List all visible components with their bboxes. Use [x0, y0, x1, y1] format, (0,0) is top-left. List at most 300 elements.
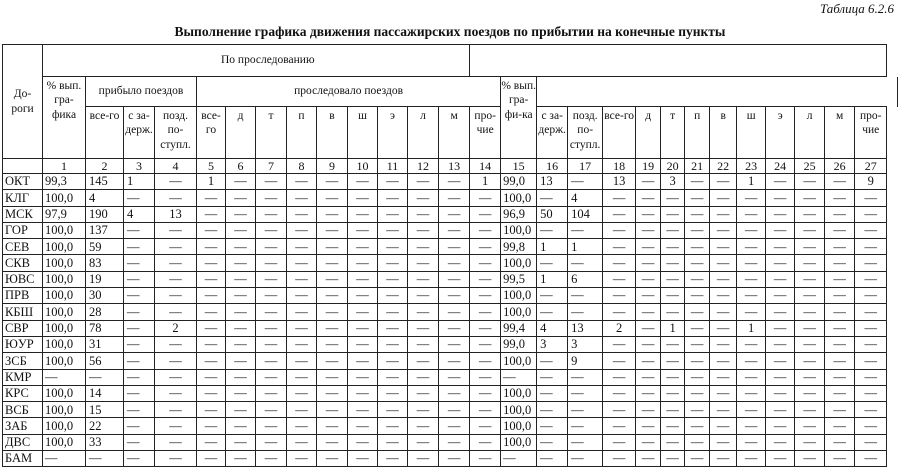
column-number: 16 — [537, 159, 568, 174]
cell-value: 100,0 — [503, 353, 532, 368]
column-number: 1 — [43, 159, 86, 174]
dash-value: — — [416, 174, 430, 189]
dash-value: — — [169, 451, 182, 466]
table-cell — [710, 320, 737, 336]
cell-value: 4 — [127, 206, 134, 221]
table-cell — [855, 385, 887, 401]
table-cell — [348, 434, 378, 450]
table-cell — [470, 190, 501, 206]
dash-value: — — [571, 418, 584, 433]
dash-value: — — [386, 206, 399, 221]
cell-value: 13 — [612, 174, 626, 189]
table-cell — [86, 402, 124, 418]
dash-value: — — [716, 223, 730, 238]
table-cell — [256, 336, 287, 352]
table-cell — [710, 239, 737, 255]
table-cell — [408, 336, 439, 352]
dash-value: — — [478, 288, 492, 303]
table-cell — [348, 353, 378, 369]
table-cell — [155, 271, 197, 287]
table-cell — [348, 190, 378, 206]
table-cell — [43, 206, 86, 222]
table-cell — [197, 385, 226, 401]
dash-value: — — [295, 451, 308, 466]
column-number: 27 — [855, 159, 887, 174]
dash-value: — — [773, 353, 787, 368]
dash-value: — — [356, 353, 369, 368]
table-cell — [470, 304, 501, 320]
table-cell — [766, 451, 795, 467]
table-cell — [287, 336, 317, 352]
table-cell — [197, 451, 226, 467]
table-cell — [86, 320, 124, 336]
cell-value: 13 — [540, 174, 553, 189]
dash-value: — — [295, 239, 308, 254]
cell-value: 19 — [89, 272, 102, 287]
table-cell — [439, 239, 470, 255]
dash-value: — — [773, 337, 787, 352]
dash-value: — — [386, 272, 399, 287]
dash-value: — — [447, 304, 461, 319]
table-cell — [825, 304, 855, 320]
table-cell — [408, 402, 439, 418]
table-cell — [470, 271, 501, 287]
dash-value: — — [864, 369, 877, 384]
cell-value: 78 — [89, 321, 102, 336]
dash-value: — — [356, 190, 369, 205]
dash-value: — — [773, 288, 787, 303]
dash-value: — — [612, 435, 626, 450]
cell-value: 6 — [571, 272, 578, 287]
table-cell — [439, 222, 470, 238]
dash-value: — — [641, 321, 655, 336]
table-cell — [737, 271, 766, 287]
cell-value: 1 — [207, 174, 215, 189]
road-name: ПРВ — [3, 288, 43, 304]
dash-value: — — [325, 369, 339, 384]
column-number: 23 — [737, 159, 766, 174]
dash-value: — — [833, 451, 846, 466]
cell-value: 4 — [571, 190, 578, 205]
cell-value: 100,0 — [45, 353, 74, 368]
table-cell — [825, 385, 855, 401]
dash-value: — — [666, 223, 679, 238]
table-cell — [408, 288, 439, 304]
dash-value: — — [540, 402, 553, 417]
table-cell — [501, 222, 537, 238]
dash-value: — — [386, 435, 399, 450]
dash-value: — — [641, 174, 655, 189]
dash-value: — — [386, 402, 399, 417]
cell-value: 1 — [127, 174, 134, 189]
table-cell — [124, 320, 155, 336]
table-cell — [603, 353, 636, 369]
table-cell — [795, 222, 825, 238]
dash-value: — — [295, 369, 308, 384]
table-cell — [766, 255, 795, 271]
table-cell — [855, 320, 887, 336]
table-cell — [766, 239, 795, 255]
table-cell — [256, 206, 287, 222]
dash-value: — — [864, 321, 877, 336]
table-cell — [43, 451, 86, 467]
dash-value: — — [773, 206, 787, 221]
dash-value: — — [234, 304, 247, 319]
table-cell — [603, 402, 636, 418]
dash-value: — — [447, 288, 461, 303]
dash-value: — — [234, 353, 247, 368]
table-cell — [197, 304, 226, 320]
header-l: л — [408, 107, 439, 159]
cell-value: 99,8 — [503, 239, 526, 254]
column-number: 22 — [710, 159, 737, 174]
table-cell — [124, 402, 155, 418]
table-cell — [603, 222, 636, 238]
dash-value: — — [478, 206, 492, 221]
column-number: 14 — [470, 159, 501, 174]
dash-value: — — [204, 321, 218, 336]
table-cell — [636, 451, 661, 467]
table-cell — [124, 222, 155, 238]
table-cell — [408, 255, 439, 271]
dash-value: — — [127, 418, 140, 433]
dash-value: — — [864, 272, 877, 287]
column-number: 10 — [348, 159, 378, 174]
cell-value: 3 — [669, 174, 676, 189]
table-cell — [568, 288, 603, 304]
table-cell — [86, 190, 124, 206]
header-d-2: д — [636, 107, 661, 159]
table-cell — [855, 369, 887, 385]
dash-value: — — [773, 223, 787, 238]
dash-value: — — [447, 223, 461, 238]
table-row — [3, 434, 898, 450]
table-cell — [43, 369, 86, 385]
table-cell — [501, 451, 537, 467]
dash-value: — — [234, 288, 247, 303]
dash-value: — — [540, 304, 553, 319]
table-cell — [317, 320, 348, 336]
table-cell — [710, 451, 737, 467]
table-cell — [603, 271, 636, 287]
table-cell — [501, 353, 537, 369]
table-cell — [766, 222, 795, 238]
table-cell — [124, 255, 155, 271]
table-cell — [155, 369, 197, 385]
table-cell — [825, 336, 855, 352]
table-cell — [685, 320, 710, 336]
road-name: ОКТ — [3, 174, 43, 190]
table-cell — [124, 288, 155, 304]
table-cell — [439, 190, 470, 206]
table-cell — [661, 451, 685, 467]
dash-value: — — [803, 369, 816, 384]
table-cell — [568, 190, 603, 206]
dash-value: — — [325, 288, 339, 303]
dash-value: — — [264, 353, 278, 368]
dash-value: — — [716, 418, 730, 433]
table-cell — [501, 320, 537, 336]
dash-value: — — [325, 174, 339, 189]
table-cell — [317, 288, 348, 304]
table-cell — [439, 418, 470, 434]
dash-value: — — [416, 451, 430, 466]
table-cell — [408, 206, 439, 222]
cell-value: 100,0 — [503, 223, 532, 238]
table-cell — [124, 174, 155, 190]
table-cell — [737, 255, 766, 271]
table-cell — [568, 418, 603, 434]
road-name: СВР — [3, 320, 43, 336]
table-cell — [855, 288, 887, 304]
dash-value: — — [478, 304, 492, 319]
table-row — [3, 451, 898, 467]
table-cell — [537, 418, 568, 434]
table-cell — [287, 239, 317, 255]
table-cell — [661, 353, 685, 369]
header-pct: % вып. гра-фика — [43, 77, 86, 159]
header-p-2: п — [685, 107, 710, 159]
dash-value: — — [169, 223, 182, 238]
table-cell — [197, 336, 226, 352]
table-cell — [155, 434, 197, 450]
table-cell — [568, 434, 603, 450]
table-cell — [636, 271, 661, 287]
table-cell — [568, 336, 603, 352]
dash-value: — — [773, 402, 787, 417]
dash-value: — — [716, 435, 730, 450]
table-cell — [348, 222, 378, 238]
table-cell — [470, 434, 501, 450]
table-cell — [537, 222, 568, 238]
dash-value: — — [325, 435, 339, 450]
dash-value: — — [416, 353, 430, 368]
table-cell — [348, 369, 378, 385]
dash-value: — — [690, 255, 704, 270]
table-cell — [636, 304, 661, 320]
table-cell — [378, 451, 408, 467]
table-cell — [197, 255, 226, 271]
dash-value: — — [833, 418, 846, 433]
dash-value: — — [666, 206, 679, 221]
dash-value: — — [416, 206, 430, 221]
dash-value: — — [833, 174, 846, 189]
table-cell — [661, 190, 685, 206]
cell-value: 100,0 — [503, 386, 532, 401]
table-cell — [825, 222, 855, 238]
dash-value: — — [773, 451, 787, 466]
cell-value: 99,3 — [45, 174, 67, 189]
table-cell — [43, 222, 86, 238]
cell-value: 100,0 — [503, 418, 532, 433]
table-row — [3, 206, 898, 222]
dash-value: — — [295, 190, 308, 205]
dash-value: — — [356, 304, 369, 319]
cell-value: 14 — [89, 386, 102, 401]
dash-value: — — [744, 369, 758, 384]
table-cell — [317, 402, 348, 418]
dash-value: — — [447, 402, 461, 417]
road-name: КБШ — [3, 304, 43, 320]
table-cell — [661, 271, 685, 287]
road-name: ГОР — [3, 222, 43, 238]
dash-value: — — [295, 402, 308, 417]
table-cell — [226, 288, 256, 304]
cell-value: 100,0 — [45, 223, 74, 238]
cell-value: 104 — [571, 206, 590, 221]
dash-value: — — [690, 190, 704, 205]
table-cell — [795, 288, 825, 304]
table-cell — [825, 320, 855, 336]
dash-value: — — [864, 304, 877, 319]
table-cell — [124, 304, 155, 320]
dash-value: — — [803, 190, 816, 205]
cell-value: 100,0 — [45, 435, 74, 450]
table-cell — [855, 239, 887, 255]
dash-value: — — [690, 223, 704, 238]
dash-value: — — [447, 353, 461, 368]
dash-value: — — [325, 223, 339, 238]
table-cell — [501, 190, 537, 206]
table-cell — [317, 353, 348, 369]
dash-value: — — [744, 451, 758, 466]
table-cell — [470, 174, 501, 190]
dash-value: — — [571, 435, 584, 450]
dash-value: — — [803, 272, 816, 287]
table-cell — [43, 418, 86, 434]
cell-value: 1 — [540, 272, 547, 287]
dash-value: — — [264, 321, 278, 336]
dash-value: — — [744, 304, 758, 319]
table-cell — [124, 418, 155, 434]
table-cell — [710, 353, 737, 369]
dash-value: — — [416, 272, 430, 287]
table-cell — [155, 190, 197, 206]
dash-value: — — [716, 206, 730, 221]
cell-value: 100,0 — [503, 304, 532, 319]
table-cell — [501, 385, 537, 401]
dash-value: — — [833, 369, 846, 384]
table-cell — [256, 369, 287, 385]
dash-value: — — [234, 239, 247, 254]
dash-value: — — [447, 321, 461, 336]
table-cell — [710, 418, 737, 434]
table-cell — [197, 271, 226, 287]
dash-value: — — [773, 321, 787, 336]
table-cell — [155, 336, 197, 352]
dash-value: — — [204, 190, 218, 205]
table-cell — [439, 304, 470, 320]
table-cell — [378, 239, 408, 255]
table-cell — [825, 451, 855, 467]
dash-value: — — [666, 353, 679, 368]
table-cell — [439, 434, 470, 450]
table-cell — [710, 255, 737, 271]
table-row — [3, 402, 898, 418]
dash-value: — — [540, 190, 553, 205]
dash-value: — — [127, 190, 140, 205]
dash-value: — — [690, 386, 704, 401]
table-cell — [766, 206, 795, 222]
table-cell — [710, 190, 737, 206]
table-cell — [766, 190, 795, 206]
table-cell — [685, 369, 710, 385]
dash-value: — — [833, 435, 846, 450]
table-cell — [710, 288, 737, 304]
table-cell — [256, 222, 287, 238]
table-cell — [825, 369, 855, 385]
table-cell — [501, 402, 537, 418]
dash-value: — — [127, 435, 140, 450]
table-cell — [43, 239, 86, 255]
table-cell — [603, 434, 636, 450]
table-cell — [636, 222, 661, 238]
dash-value: — — [386, 190, 399, 205]
table-cell — [855, 206, 887, 222]
dash-value: — — [641, 337, 655, 352]
dash-value: — — [478, 255, 492, 270]
header-v: в — [317, 107, 348, 159]
dash-value: — — [833, 239, 846, 254]
table-cell — [439, 288, 470, 304]
table-cell — [43, 190, 86, 206]
cell-value: 1 — [571, 239, 578, 254]
cell-value: 100,0 — [45, 272, 74, 287]
dash-value: — — [234, 272, 247, 287]
dash-value: — — [666, 288, 679, 303]
table-cell — [43, 174, 86, 190]
table-cell — [197, 206, 226, 222]
table-cell — [795, 239, 825, 255]
cell-value: 97,9 — [45, 206, 67, 221]
table-cell — [439, 369, 470, 385]
dash-value: — — [234, 451, 247, 466]
road-name: КРС — [3, 385, 43, 401]
table-cell — [825, 206, 855, 222]
table-cell — [636, 255, 661, 271]
header-arrived: прибыло поездов — [86, 77, 197, 107]
table-cell — [737, 353, 766, 369]
dash-value: — — [478, 239, 492, 254]
table-cell — [317, 206, 348, 222]
table-cell — [256, 239, 287, 255]
dash-value: — — [833, 223, 846, 238]
table-cell — [737, 190, 766, 206]
table-body — [3, 174, 898, 467]
table-cell — [710, 434, 737, 450]
dash-value: — — [447, 272, 461, 287]
dash-value: — — [690, 304, 704, 319]
table-cell — [855, 271, 887, 287]
column-number: 19 — [636, 159, 661, 174]
table-cell — [501, 418, 537, 434]
table-cell — [685, 288, 710, 304]
table-row — [3, 288, 898, 304]
cell-value: 100,0 — [45, 255, 74, 270]
dash-value: — — [744, 206, 758, 221]
table-row — [3, 190, 898, 206]
dash-value: — — [204, 386, 218, 401]
table-cell — [855, 336, 887, 352]
dash-value: — — [204, 451, 218, 466]
dash-value: — — [295, 272, 308, 287]
table-cell — [737, 239, 766, 255]
table-cell — [408, 434, 439, 450]
dash-value: — — [204, 435, 218, 450]
table-cell — [568, 353, 603, 369]
dash-value: — — [773, 239, 787, 254]
table-cell — [197, 320, 226, 336]
